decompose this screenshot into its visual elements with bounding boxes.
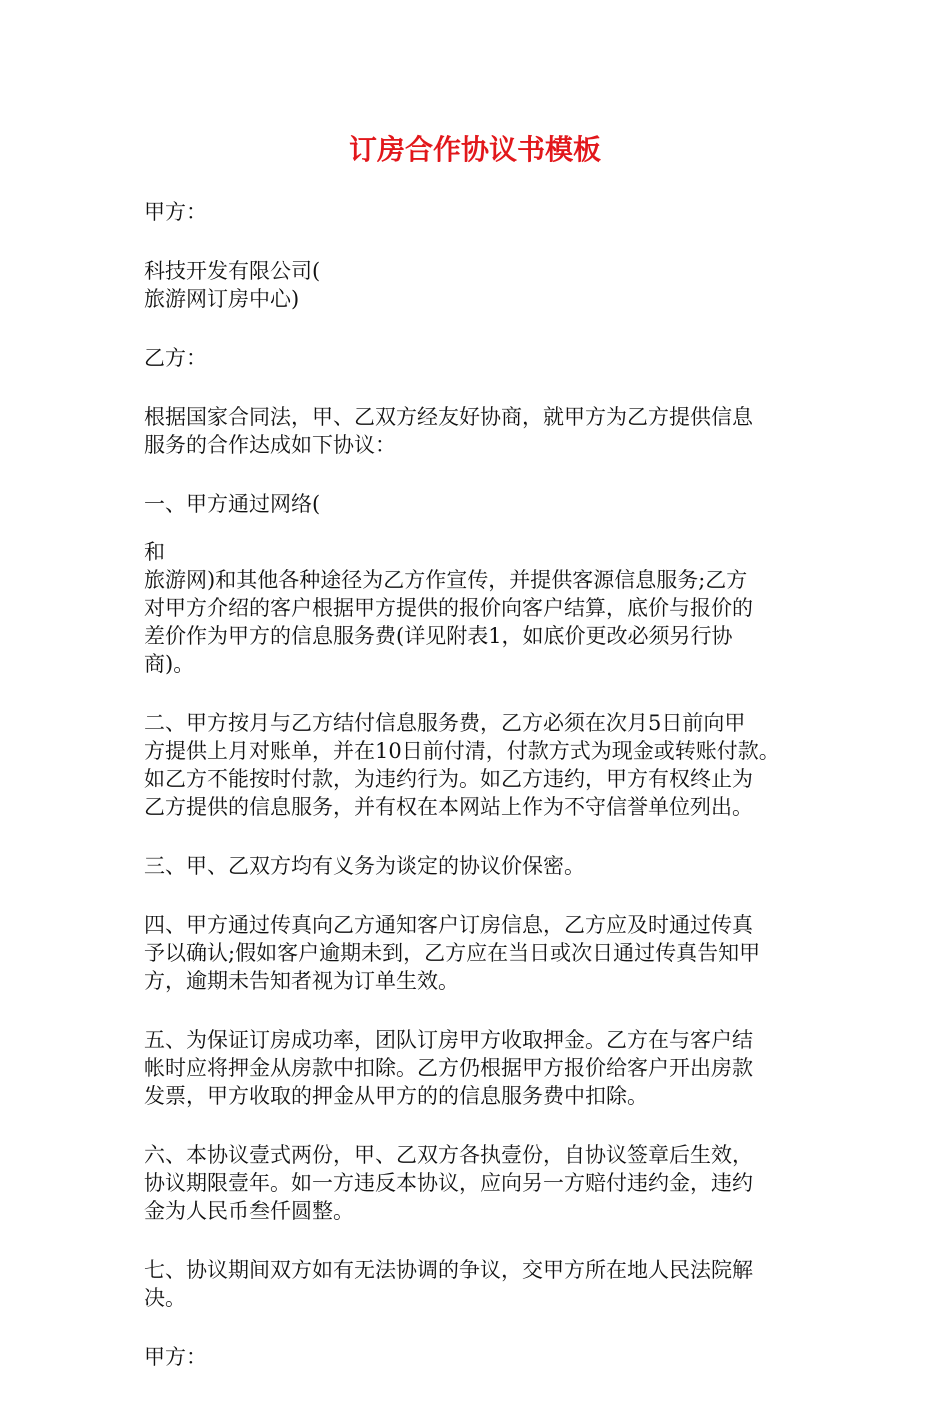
clause-1-body: 和 旅游网)和其他各种途径为乙方作宣传，并提供客源信息服务;乙方 对甲方介绍的客户根据甲方提供的报价向客户结算，底价与报价的 差价作为甲方的信息服务费(详见附表1，如底价更改必须另行协 商)。	[144, 540, 753, 676]
clause-6: 六、本协议壹式两份，甲、乙双方各执壹份，自协议签章后生效， 协议期限壹年。如一方违反本协议，应向另一方赔付违约金，违约 金为人民币叁仟圆整。	[144, 1143, 753, 1223]
party-a-label: 甲方：	[144, 200, 207, 224]
preamble-paragraph: 根据国家合同法，甲、乙双方经友好协商，就甲方为乙方提供信息 服务的合作达成如下协议：	[144, 405, 753, 457]
party-a-company: 科技开发有限公司( 旅游网订房中心)	[144, 259, 321, 311]
clause-7: 七、协议期间双方如有无法协调的争议，交甲方所在地人民法院解 决。	[144, 1258, 753, 1310]
clause-2: 二、甲方按月与乙方结付信息服务费，乙方必须在次月5日前向甲 方提供上月对账单，并在10日前付清，付款方式为现金或转账付款。 如乙方不能按时付款，为违约行为。如乙方违约，甲方有权终止为 乙方提供的信息服务，并有权在本网站上作为不守信誉单位列出。	[144, 711, 780, 819]
document-body	[144, 198, 814, 1402]
party-b-label: 乙方：	[144, 346, 207, 370]
signature-party-a-label: 甲方：	[144, 1345, 207, 1369]
clause-5: 五、为保证订房成功率，团队订房甲方收取押金。乙方在与客户结 帐时应将押金从房款中扣除。乙方仍根据甲方报价给客户开出房款 发票，甲方收取的押金从甲方的的信息服务费中扣除。	[144, 1028, 753, 1108]
clause-3: 三、甲、乙双方均有义务为谈定的协议价保密。	[144, 854, 585, 878]
clause-1-heading: 一、甲方通过网络(	[144, 492, 321, 516]
clause-4: 四、甲方通过传真向乙方通知客户订房信息，乙方应及时通过传真 予以确认;假如客户逾期未到，乙方应在当日或次日通过传真告知甲 方，逾期未告知者视为订单生效。	[144, 913, 761, 993]
document-title: 订房合作协议书模板	[348, 133, 601, 166]
